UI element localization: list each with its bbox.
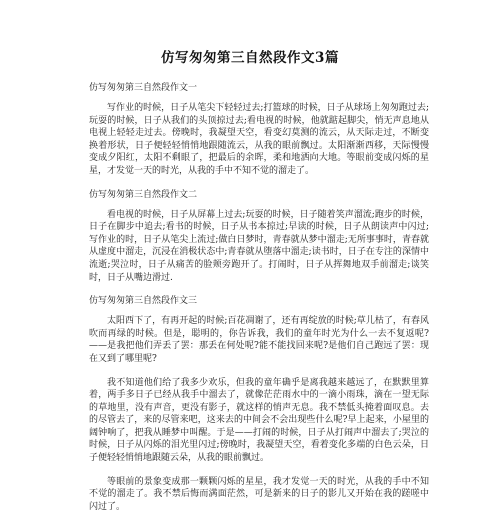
section-paragraph: 看电视的时候，日子从屏幕上过去;玩耍的时候，日子随着笑声溜流;跑步的时候，日子在脚步中追去;看书的时候，日子从书本掠过;早读的时候，日子从朗读声中闪过;写作业的时，日子从笔尖上流过;做白日梦时，青春就从梦中溜走;无所事事时，青春就从虚度中溜走，沉浸在消极状态中;青春就从堕落中溜走;读书时，日子在专注的深情中流逝;哭泣时，日子从痛苦的脸颊旁跑开了。打闹时，日子从挥舞地双手前溜走;谈笑时，日子从嘴边滑过. bbox=[89, 209, 429, 283]
section-heading: 仿写匆匆第三自然段作文一 bbox=[89, 83, 198, 93]
document-body bbox=[89, 82, 429, 517]
essay-section-2 bbox=[89, 189, 429, 285]
essay-section-3 bbox=[89, 295, 429, 513]
section-paragraph: 太阳西下了，有再开起的时候;百花凋谢了，还有再绽放的时候;草儿枯了，有春风吹而再绿的时候。但是，聪明的，你告诉我，我们的童年时光为什么一去不复返呢?——是我把他们弄丢了罢：那丢在何处呢?能不能找回来呢?是他们自己跑远了罢：现在又到了哪里呢? bbox=[89, 316, 429, 364]
essay-section-1 bbox=[89, 82, 429, 178]
document-title: 仿写匆匆第三自然段作文3篇 bbox=[161, 50, 339, 66]
section-paragraph: 写作业的时候，日子从笔尖下轻轻过去;打篮球的时候，日子从球场上匆匆跑过去;玩耍的时候，日子从我们的头顶掠过去;看电视的时候，他就踮起脚尖，悄无声息地从电视上轻轻走过去。傍晚时，我凝望天空，看变幻莫测的流云，从天际走过，不断变换着形状，日子便轻轻悄悄地跟随流云，从我的眼前飘过。太阳渐渐西移，天际慢慢变成夕阳红，太阳不剩眼了，把最后的余晖，柔和地洒向大地。等眼前变成闪烁的星星，才发觉一天的时光，从我的手中不知不觉的溜走了。 bbox=[89, 103, 429, 176]
section-paragraph: 等眼前的景象变成那一颗颗闪烁的星星，我才发觉一天的时光，从我的手中不知不觉的溜走了。我不禁后悔而满面茫然，可是新来的日子的影儿又开始在我的蹉嗟中闪过了。 bbox=[89, 476, 429, 512]
section-heading: 仿写匆匆第三自然段作文三 bbox=[89, 296, 198, 307]
section-paragraph: 我不知道他们给了我多少欢乐，但我的童年确乎是离我越来越远了，在默默里算着，两手多日子已经从我手中溜去了，就像茫茫雨水中的一滴小雨珠，滴在一望无际的草地里，没有声音，更没有影子，就这样的悄声无息。我不禁低头掩着面叹息。去的尽管去了，来的尽管来吧，这来去的中间会不会出现些什么呢?早上起来，小屋里的阔钟响了，把我从睡梦中叫醒。于是——打闹的时候，日子从打闹声中溜去了;哭泣的时候，日子从闪烁的泪光里闪过;傍晚时，我凝望天空，看着变化多端的白色云朵，日子便轻轻悄悄地跟随云朵，从我的眼前飘过。 bbox=[89, 377, 429, 464]
section-heading: 仿写匆匆第三自然段作文二 bbox=[89, 189, 198, 200]
